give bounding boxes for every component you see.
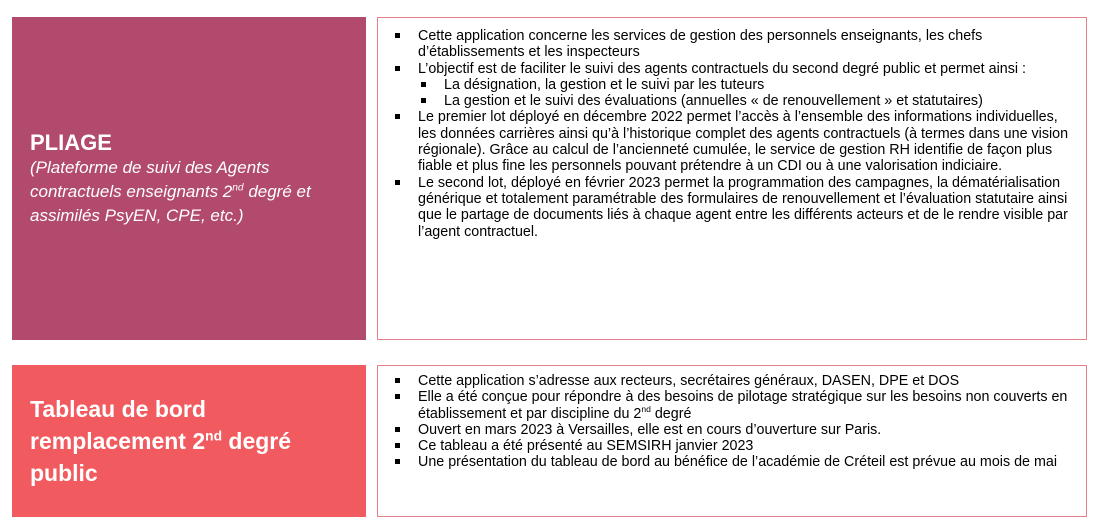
pliage-subtitle: (Plateforme de suivi des Agents contractuels enseignants 2nd degré et assimilés PsyEN, CPE, etc.) <box>30 158 311 225</box>
list-item: Ouvert en mars 2023 à Versailles, elle est en cours d’ouverture sur Paris. <box>392 422 1072 438</box>
pliage-title-box <box>12 17 366 340</box>
sub-list-item: La gestion et le suivi des évaluations (annuelles « de renouvellement » et statutaires) <box>418 93 1072 109</box>
list-item: Ce tableau a été présenté au SEMSIRH janvier 2023 <box>392 438 1072 454</box>
list-item: Cette application concerne les services de gestion des personnels enseignants, les chefs d’établissements et les inspecteurs <box>392 28 1072 61</box>
pliage-description-panel <box>377 17 1087 340</box>
list-item: Elle a été conçue pour répondre à des besoins de pilotage stratégique sur les besoins non couverts en établissement et par discipline du 2nd degré <box>392 389 1072 422</box>
pliage-title: PLIAGE <box>30 130 112 155</box>
tableau-title-box <box>12 365 366 517</box>
pliage-sub-bullet-list <box>392 77 1072 110</box>
list-item: Une présentation du tableau de bord au bénéfice de l’académie de Créteil est prévue au mois de mai <box>392 454 1072 470</box>
tableau-description-panel <box>377 365 1087 517</box>
tableau-title: Tableau de bord remplacement 2nd degré public <box>30 396 292 486</box>
pliage-bullet-list-continued <box>392 109 1072 239</box>
list-item: Cette application s’adresse aux recteurs, secrétaires généraux, DASEN, DPE et DOS <box>392 373 1072 389</box>
sub-list-item: La désignation, la gestion et le suivi par les tuteurs <box>418 77 1072 93</box>
list-item: L’objectif est de faciliter le suivi des agents contractuels du second degré public et permet ainsi : <box>392 61 1072 77</box>
tableau-bullet-list <box>392 373 1072 471</box>
pliage-bullet-list <box>392 28 1072 77</box>
list-item: Le second lot, déployé en février 2023 permet la programmation des campagnes, la dématérialisation générique et totalement paramétrable des formulaires de renouvellement et l’évaluation statutaire ainsi que le partage de documents liés à chaque agent entre les différents acteurs et de le rendre visible par l’agent contractuel. <box>392 175 1072 240</box>
list-item: Le premier lot déployé en décembre 2022 permet l’accès à l’ensemble des informations individuelles, les données carrières ainsi qu’à l’historique complet des agents contractuels (à termes dans une vision régionale). Grâce au calcul de l’ancienneté cumulée, le service de gestion RH identifie de façon plus fiable et plus fine les personnels pouvant prétendre à un CDI ou à une valorisation indiciaire. <box>392 109 1072 174</box>
